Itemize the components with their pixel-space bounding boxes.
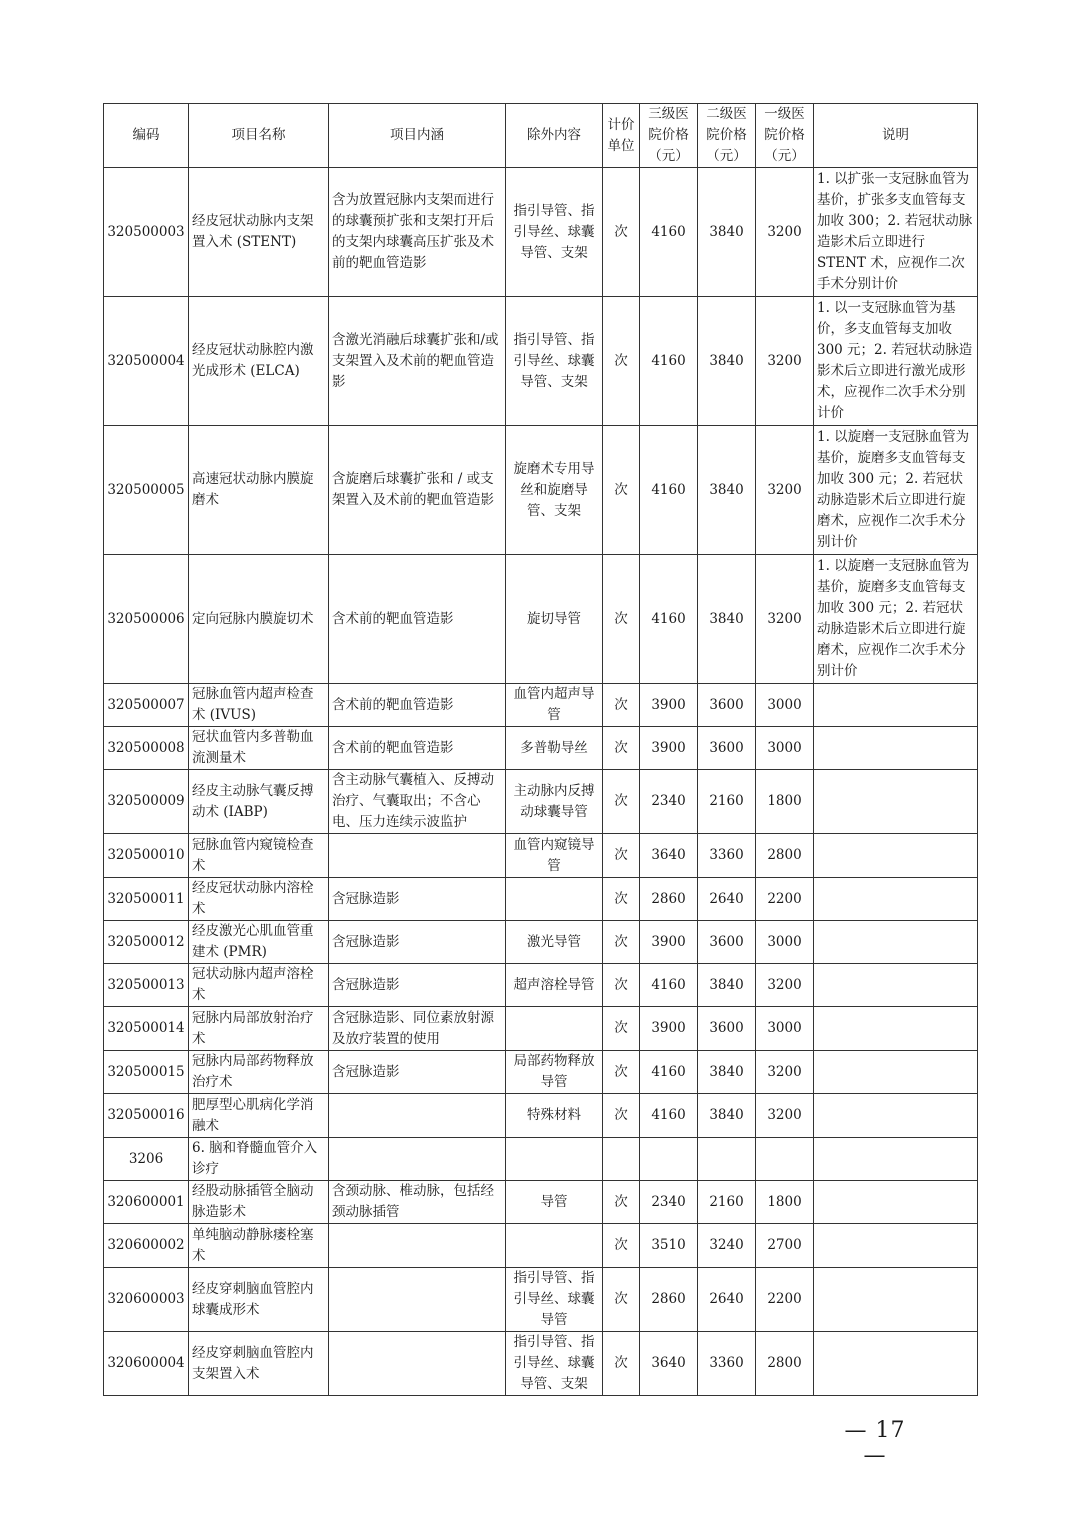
- table-row: [104, 426, 978, 555]
- cell-unit: 次: [603, 1332, 640, 1396]
- cell-content: 含主动脉气囊植入、反搏动治疗、气囊取出；不含心电、压力连续示波监护: [329, 770, 506, 834]
- header-excluded: 除外内容: [506, 104, 603, 168]
- cell-price-level2: 3360: [698, 834, 756, 878]
- cell-note: [814, 1094, 978, 1138]
- cell-excluded: 局部药物释放导管: [506, 1051, 603, 1094]
- cell-excluded: 旋磨术专用导丝和旋磨导管、支架: [506, 426, 603, 555]
- cell-price-level1: 3200: [756, 964, 814, 1007]
- table-row: [104, 770, 978, 834]
- cell-code: 320500016: [104, 1094, 189, 1138]
- table-row: [104, 1224, 978, 1268]
- cell-excluded: 主动脉内反搏动球囊导管: [506, 770, 603, 834]
- cell-content: [329, 834, 506, 878]
- cell-price-level3: 2860: [640, 1268, 698, 1332]
- cell-price-level3: 2340: [640, 770, 698, 834]
- table-row: [104, 878, 978, 921]
- cell-unit: 次: [603, 555, 640, 684]
- cell-price-level3: 4160: [640, 297, 698, 426]
- header-price-level3: 三级医院价格（元）: [640, 104, 698, 168]
- table-row: [104, 1181, 978, 1224]
- cell-price-level2: 2160: [698, 770, 756, 834]
- cell-price-level1: 2200: [756, 1268, 814, 1332]
- cell-price-level3: 3640: [640, 834, 698, 878]
- cell-code: 320500006: [104, 555, 189, 684]
- cell-price-level1: 3200: [756, 555, 814, 684]
- cell-note: [814, 1007, 978, 1051]
- header-price-level1: 一级医院价格（元）: [756, 104, 814, 168]
- cell-price-level3: 4160: [640, 1051, 698, 1094]
- cell-unit: 次: [603, 964, 640, 1007]
- cell-unit: 次: [603, 1181, 640, 1224]
- cell-content: [329, 1268, 506, 1332]
- cell-price-level3: 3510: [640, 1224, 698, 1268]
- cell-name: 经皮冠状动脉内溶栓术: [189, 878, 329, 921]
- cell-unit: 次: [603, 1268, 640, 1332]
- cell-excluded: [506, 1138, 603, 1181]
- table-row: [104, 964, 978, 1007]
- cell-price-level1: 1800: [756, 1181, 814, 1224]
- cell-code: 320500013: [104, 964, 189, 1007]
- cell-code: 320600003: [104, 1268, 189, 1332]
- page-number: — 17 —: [844, 1418, 906, 1468]
- cell-price-level3: 4160: [640, 168, 698, 297]
- cell-note: 1. 以旋磨一支冠脉血管为基价，旋磨多支血管每支加收 300 元；2. 若冠状动脉造影术后立即进行旋磨术，应视作二次手术分别计价: [814, 426, 978, 555]
- price-table: [103, 103, 978, 1396]
- cell-price-level2: [698, 1138, 756, 1181]
- cell-code: 320500015: [104, 1051, 189, 1094]
- cell-price-level3: 3640: [640, 1332, 698, 1396]
- cell-code: 320500007: [104, 684, 189, 727]
- cell-note: [814, 727, 978, 770]
- cell-price-level1: 2800: [756, 834, 814, 878]
- cell-price-level2: 3840: [698, 168, 756, 297]
- cell-unit: 次: [603, 297, 640, 426]
- cell-code: 320500014: [104, 1007, 189, 1051]
- cell-unit: 次: [603, 1051, 640, 1094]
- cell-price-level2: 3840: [698, 426, 756, 555]
- cell-code: 320500011: [104, 878, 189, 921]
- cell-price-level2: 3840: [698, 1094, 756, 1138]
- cell-price-level1: 3000: [756, 1007, 814, 1051]
- cell-name: 经皮穿刺脑血管腔内支架置入术: [189, 1332, 329, 1396]
- cell-unit: 次: [603, 770, 640, 834]
- cell-name: 肥厚型心肌病化学消融术: [189, 1094, 329, 1138]
- header-content: 项目内涵: [329, 104, 506, 168]
- cell-price-level2: 3600: [698, 921, 756, 964]
- cell-note: [814, 1051, 978, 1094]
- cell-note: [814, 684, 978, 727]
- cell-note: [814, 1224, 978, 1268]
- cell-code: 320500008: [104, 727, 189, 770]
- cell-price-level2: 2160: [698, 1181, 756, 1224]
- cell-price-level1: 2800: [756, 1332, 814, 1396]
- cell-price-level3: 4160: [640, 964, 698, 1007]
- cell-name: 经皮主动脉气囊反搏动术 (IABP): [189, 770, 329, 834]
- cell-excluded: 指引导管、指引导丝、球囊导管、支架: [506, 297, 603, 426]
- cell-unit: 次: [603, 878, 640, 921]
- cell-name: 高速冠状动脉内膜旋磨术: [189, 426, 329, 555]
- cell-price-level2: 3600: [698, 684, 756, 727]
- table-row: [104, 727, 978, 770]
- cell-unit: 次: [603, 834, 640, 878]
- cell-name: 单纯脑动静脉瘘栓塞术: [189, 1224, 329, 1268]
- table-row: [104, 1007, 978, 1051]
- cell-name: 定向冠脉内膜旋切术: [189, 555, 329, 684]
- cell-price-level2: 3240: [698, 1224, 756, 1268]
- cell-price-level3: 4160: [640, 426, 698, 555]
- cell-unit: 次: [603, 1007, 640, 1051]
- cell-unit: 次: [603, 426, 640, 555]
- cell-name: 冠状动脉内超声溶栓术: [189, 964, 329, 1007]
- cell-price-level3: 4160: [640, 1094, 698, 1138]
- cell-name: 经股动脉插管全脑动脉造影术: [189, 1181, 329, 1224]
- cell-name: 经皮穿刺脑血管腔内球囊成形术: [189, 1268, 329, 1332]
- cell-price-level3: 3900: [640, 727, 698, 770]
- cell-content: 含颈动脉、椎动脉，包括经颈动脉插管: [329, 1181, 506, 1224]
- cell-content: 含术前的靶血管造影: [329, 555, 506, 684]
- cell-note: 1. 以旋磨一支冠脉血管为基价，旋磨多支血管每支加收 300 元；2. 若冠状动脉造影术后立即进行旋磨术，应视作二次手术分别计价: [814, 555, 978, 684]
- cell-excluded: [506, 1007, 603, 1051]
- cell-unit: 次: [603, 727, 640, 770]
- cell-excluded: 多普勒导丝: [506, 727, 603, 770]
- cell-name: 经皮冠状动脉腔内激光成形术 (ELCA): [189, 297, 329, 426]
- cell-content: 含术前的靶血管造影: [329, 727, 506, 770]
- table-row: [104, 168, 978, 297]
- cell-unit: 次: [603, 921, 640, 964]
- cell-price-level3: 2340: [640, 1181, 698, 1224]
- cell-name: 经皮激光心肌血管重建术 (PMR): [189, 921, 329, 964]
- cell-content: 含冠脉造影: [329, 878, 506, 921]
- cell-price-level2: 2640: [698, 1268, 756, 1332]
- cell-content: [329, 1224, 506, 1268]
- cell-price-level2: 3840: [698, 1051, 756, 1094]
- cell-excluded: 指引导管、指引导丝、球囊导管、支架: [506, 1332, 603, 1396]
- cell-code: 320500004: [104, 297, 189, 426]
- cell-unit: [603, 1138, 640, 1181]
- cell-content: 含冠脉造影: [329, 1051, 506, 1094]
- header-name: 项目名称: [189, 104, 329, 168]
- cell-content: [329, 1094, 506, 1138]
- cell-unit: 次: [603, 168, 640, 297]
- cell-price-level3: 2860: [640, 878, 698, 921]
- cell-note: [814, 1332, 978, 1396]
- cell-excluded: 旋切导管: [506, 555, 603, 684]
- cell-note: [814, 770, 978, 834]
- cell-price-level3: [640, 1138, 698, 1181]
- cell-price-level1: 3200: [756, 168, 814, 297]
- header-note: 说明: [814, 104, 978, 168]
- cell-name: 冠脉血管内超声检查术 (IVUS): [189, 684, 329, 727]
- cell-excluded: [506, 1224, 603, 1268]
- cell-excluded: 指引导管、指引导丝、球囊导管、支架: [506, 168, 603, 297]
- table-row: [104, 1094, 978, 1138]
- cell-note: [814, 834, 978, 878]
- cell-price-level1: 3200: [756, 1051, 814, 1094]
- cell-excluded: 特殊材料: [506, 1094, 603, 1138]
- cell-code: 320500009: [104, 770, 189, 834]
- cell-excluded: 导管: [506, 1181, 603, 1224]
- header-unit: 计价单位: [603, 104, 640, 168]
- cell-price-level2: 3360: [698, 1332, 756, 1396]
- cell-unit: 次: [603, 1094, 640, 1138]
- cell-name: 6. 脑和脊髓血管介入诊疗: [189, 1138, 329, 1181]
- cell-content: 含激光消融后球囊扩张和/或支架置入及术前的靶血管造影: [329, 297, 506, 426]
- cell-name: 冠脉血管内窥镜检查术: [189, 834, 329, 878]
- cell-price-level3: 4160: [640, 555, 698, 684]
- cell-price-level1: 2200: [756, 878, 814, 921]
- cell-content: 含冠脉造影: [329, 964, 506, 1007]
- cell-price-level1: 2700: [756, 1224, 814, 1268]
- cell-price-level1: 3200: [756, 297, 814, 426]
- cell-price-level2: 3840: [698, 297, 756, 426]
- cell-name: 冠脉内局部药物释放治疗术: [189, 1051, 329, 1094]
- cell-code: 320500003: [104, 168, 189, 297]
- cell-price-level1: 3200: [756, 1094, 814, 1138]
- cell-unit: 次: [603, 1224, 640, 1268]
- cell-note: 1. 以一支冠脉血管为基价，多支血管每支加收 300 元；2. 若冠状动脉造影术后立即进行激光成形术，应视作二次手术分别计价: [814, 297, 978, 426]
- cell-excluded: 指引导管、指引导丝、球囊导管: [506, 1268, 603, 1332]
- cell-content: 含为放置冠脉内支架而进行的球囊预扩张和支架打开后的支架内球囊高压扩张及术前的靶血管造影: [329, 168, 506, 297]
- cell-price-level1: 3000: [756, 727, 814, 770]
- cell-excluded: 超声溶栓导管: [506, 964, 603, 1007]
- table-row: [104, 684, 978, 727]
- cell-content: 含术前的靶血管造影: [329, 684, 506, 727]
- cell-code: 320600004: [104, 1332, 189, 1396]
- cell-note: [814, 921, 978, 964]
- cell-note: [814, 878, 978, 921]
- cell-price-level2: 3600: [698, 1007, 756, 1051]
- cell-code: 320600002: [104, 1224, 189, 1268]
- cell-note: [814, 1138, 978, 1181]
- cell-excluded: 激光导管: [506, 921, 603, 964]
- cell-name: 冠状血管内多普勒血流测量术: [189, 727, 329, 770]
- cell-code: 320500012: [104, 921, 189, 964]
- cell-price-level2: 2640: [698, 878, 756, 921]
- cell-price-level3: 3900: [640, 684, 698, 727]
- table-row: [104, 297, 978, 426]
- table-row: [104, 555, 978, 684]
- cell-price-level2: 3600: [698, 727, 756, 770]
- cell-note: 1. 以扩张一支冠脉血管为基价，扩张多支血管每支加收 300；2. 若冠状动脉造影术后立即进行 STENT 术，应视作二次手术分别计价: [814, 168, 978, 297]
- cell-price-level1: [756, 1138, 814, 1181]
- cell-code: 3206: [104, 1138, 189, 1181]
- section-row: [104, 1138, 978, 1181]
- header-row: [104, 104, 978, 168]
- cell-price-level1: 3000: [756, 921, 814, 964]
- cell-unit: 次: [603, 684, 640, 727]
- table-row: [104, 1332, 978, 1396]
- cell-note: [814, 1181, 978, 1224]
- cell-price-level2: 3840: [698, 964, 756, 1007]
- cell-content: 含旋磨后球囊扩张和 / 或支架置入及术前的靶血管造影: [329, 426, 506, 555]
- header-code: 编码: [104, 104, 189, 168]
- cell-name: 经皮冠状动脉内支架置入术 (STENT): [189, 168, 329, 297]
- cell-name: 冠脉内局部放射治疗术: [189, 1007, 329, 1051]
- header-price-level2: 二级医院价格（元）: [698, 104, 756, 168]
- cell-code: 320500010: [104, 834, 189, 878]
- cell-note: [814, 1268, 978, 1332]
- cell-content: [329, 1138, 506, 1181]
- cell-price-level2: 3840: [698, 555, 756, 684]
- cell-price-level3: 3900: [640, 921, 698, 964]
- table-row: [104, 1051, 978, 1094]
- cell-price-level1: 3000: [756, 684, 814, 727]
- cell-code: 320500005: [104, 426, 189, 555]
- cell-content: 含冠脉造影、同位素放射源及放疗装置的使用: [329, 1007, 506, 1051]
- cell-note: [814, 964, 978, 1007]
- cell-price-level1: 1800: [756, 770, 814, 834]
- table-row: [104, 834, 978, 878]
- cell-excluded: 血管内窥镜导管: [506, 834, 603, 878]
- cell-code: 320600001: [104, 1181, 189, 1224]
- cell-content: 含冠脉造影: [329, 921, 506, 964]
- cell-excluded: [506, 878, 603, 921]
- cell-price-level1: 3200: [756, 426, 814, 555]
- table-row: [104, 921, 978, 964]
- table-row: [104, 1268, 978, 1332]
- cell-price-level3: 3900: [640, 1007, 698, 1051]
- cell-content: [329, 1332, 506, 1396]
- cell-excluded: 血管内超声导管: [506, 684, 603, 727]
